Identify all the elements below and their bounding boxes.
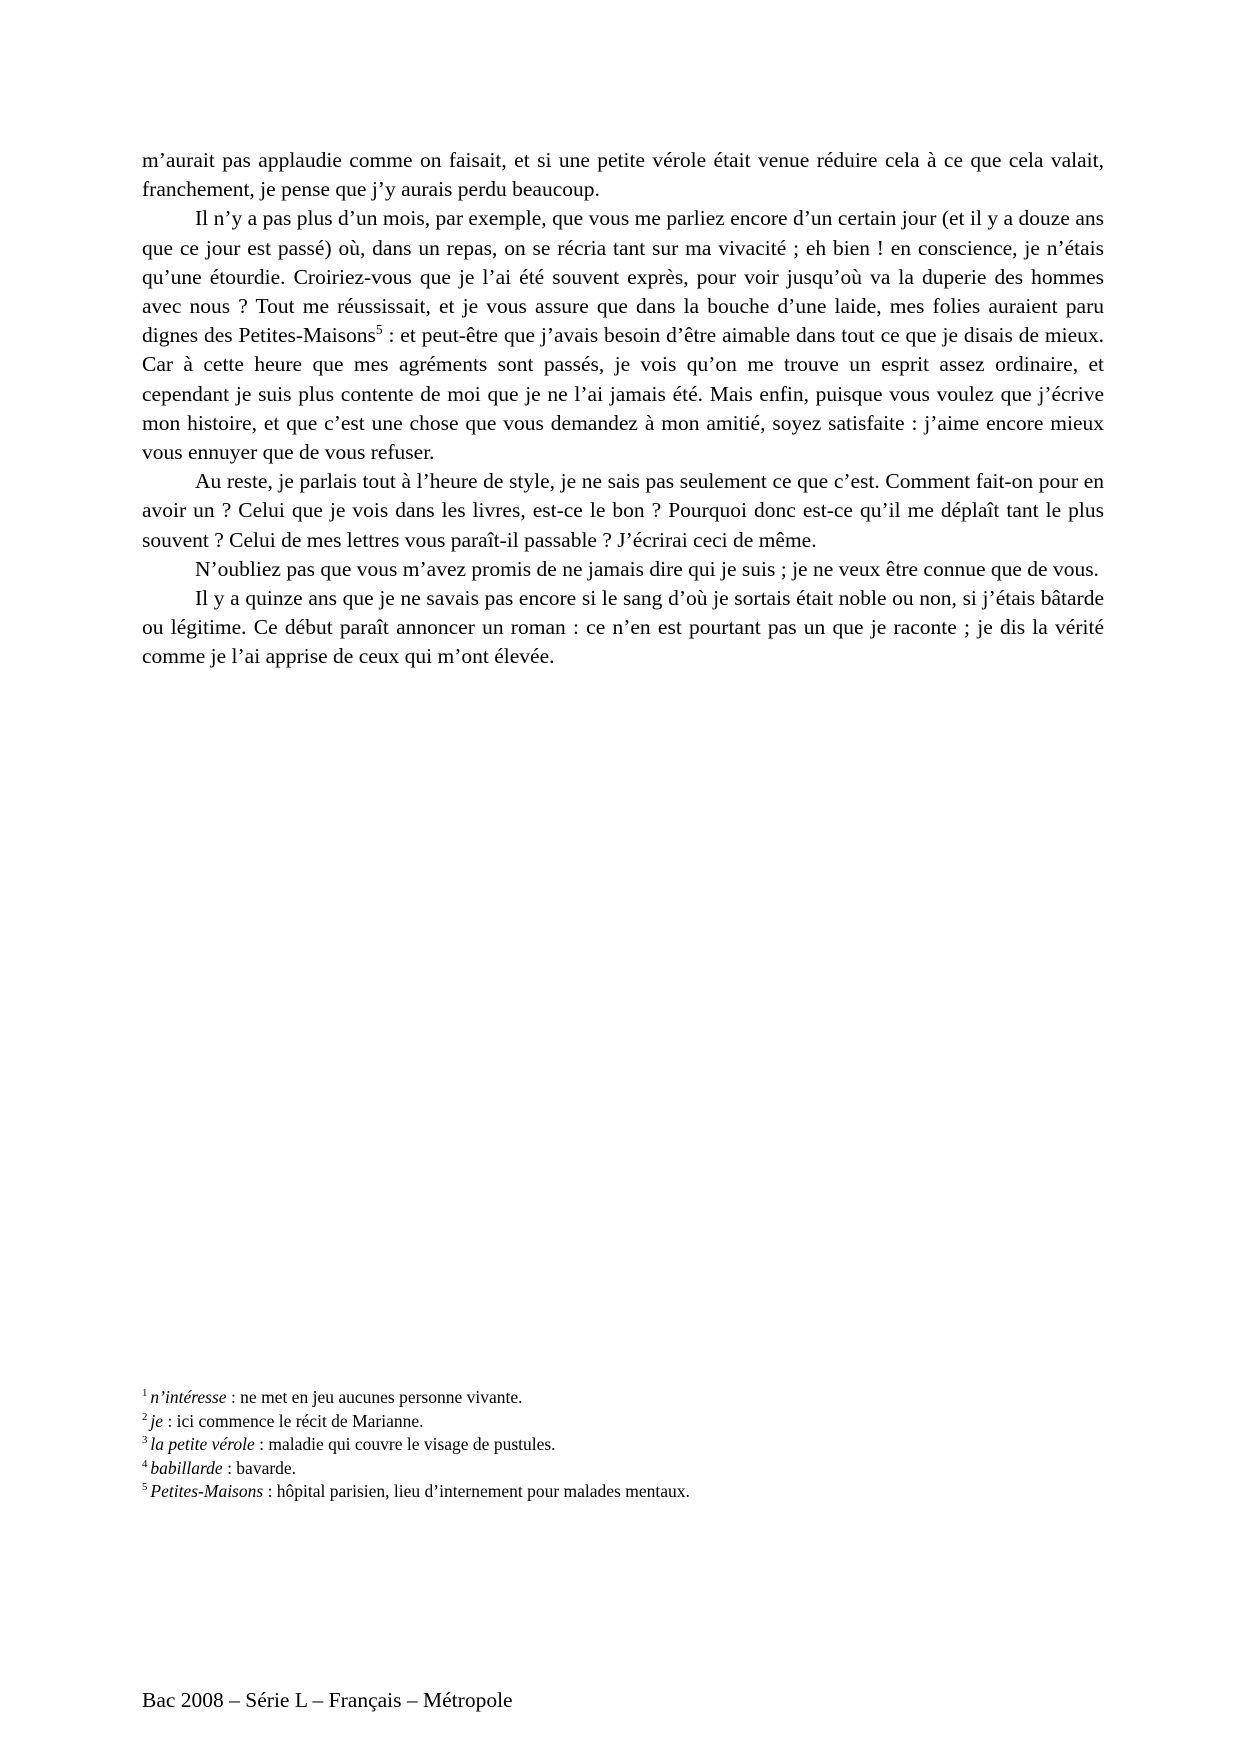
footnotes — [142, 1386, 1104, 1504]
footnote-3 — [142, 1433, 1104, 1457]
footnote-number: 1 — [142, 1387, 148, 1400]
footnote-5 — [142, 1480, 1104, 1504]
footnote-term: babillarde — [150, 1457, 223, 1478]
paragraph-2-text-after: : et peut-être que j’avais besoin d’être aimable dans tout ce que je disais de mieux. Car à cette heure que mes agréments sont passés, je vois qu’on me trouve un esprit assez ordinaire, et cependant je suis plus contente de moi que je ne l’ai jamais été. Mais enfin, puisque vous voulez que j’écrive mon histoire, et que c’est une chose que vous demandez à mon amitié, soyez satisfaite : j’aime encore mieux vous ennuyer que de vous refuser. — [142, 323, 1104, 465]
footnote-definition: : hôpital parisien, lieu d’internement pour malades mentaux. — [263, 1481, 690, 1501]
page-footer: Bac 2008 – Série L – Français – Métropole — [142, 1688, 513, 1712]
paragraph-2 — [142, 204, 1104, 467]
paragraph-2-text-before: Il n’y a pas plus d’un mois, par exemple, que vous me parliez encore d’un certain jour (et il y a douze ans que ce jour est passé) où, dans un repas, on se récria tant sur ma vivacité ; eh bien ! en conscience, je n’étais qu’une étourdie. Croiriez-vous que je l’ai été souvent exprès, pour voir jusqu’où va la duperie des hommes avec nous ? Tout me réussissait, et je vous assure que dans la bouche d’une laide, mes folies auraient paru dignes des Petites-Maisons — [142, 206, 1104, 348]
footnote-definition: : ne met en jeu aucunes personne vivante. — [226, 1387, 523, 1407]
footnote-number: 5 — [142, 1481, 148, 1494]
footnote-term: n’intéresse — [150, 1387, 227, 1407]
paragraph-4: N’oubliez pas que vous m’avez promis de ne jamais dire qui je suis ; je ne veux être connue que de vous. — [195, 556, 1099, 581]
footnote-term: la petite vérole — [150, 1434, 255, 1454]
footnote-term: Petites-Maisons — [150, 1481, 264, 1501]
footnote-definition: : maladie qui couvre le visage de pustules. — [254, 1434, 556, 1454]
paragraph-3: Au reste, je parlais tout à l’heure de style, je ne sais pas seulement ce que c’est. Comment fait-on pour en avoir un ? Celui que je vois dans les livres, est-ce le bon ? Pourquoi donc est-ce qu’il me déplaît tant le plus souvent ? Celui de mes lettres vous paraît-il passable ? J’écrirai ceci de même. — [142, 469, 1104, 552]
main-text — [142, 146, 1104, 672]
footnote-number: 2 — [142, 1410, 148, 1423]
footnote-1 — [142, 1386, 1104, 1410]
paragraph-5: Il y a quinze ans que je ne savais pas encore si le sang d’où je sortais était noble ou non, si j’étais bâtarde ou légitime. Ce début paraît annoncer un roman : ce n’en est pourtant pas un que je raconte ; je dis la vérité comme je l’ai apprise de ceux qui m’ont élevée. — [142, 586, 1104, 669]
footnote-definition: : ici commence le récit de Marianne. — [163, 1410, 424, 1431]
footnote-number: 3 — [142, 1434, 148, 1447]
footnote-4 — [142, 1457, 1104, 1481]
paragraph-1: m’aurait pas applaudie comme on faisait, et si une petite vérole était venue réduire cela à ce que cela valait, franchement, je pense que j’y aurais perdu beaucoup. — [142, 148, 1104, 202]
footnote-definition: : bavarde. — [222, 1457, 297, 1478]
footnote-number: 4 — [142, 1457, 148, 1470]
footnote-2 — [142, 1410, 1104, 1434]
footnote-term: je — [150, 1410, 164, 1431]
footnote-reference-5: 5 — [375, 322, 383, 338]
